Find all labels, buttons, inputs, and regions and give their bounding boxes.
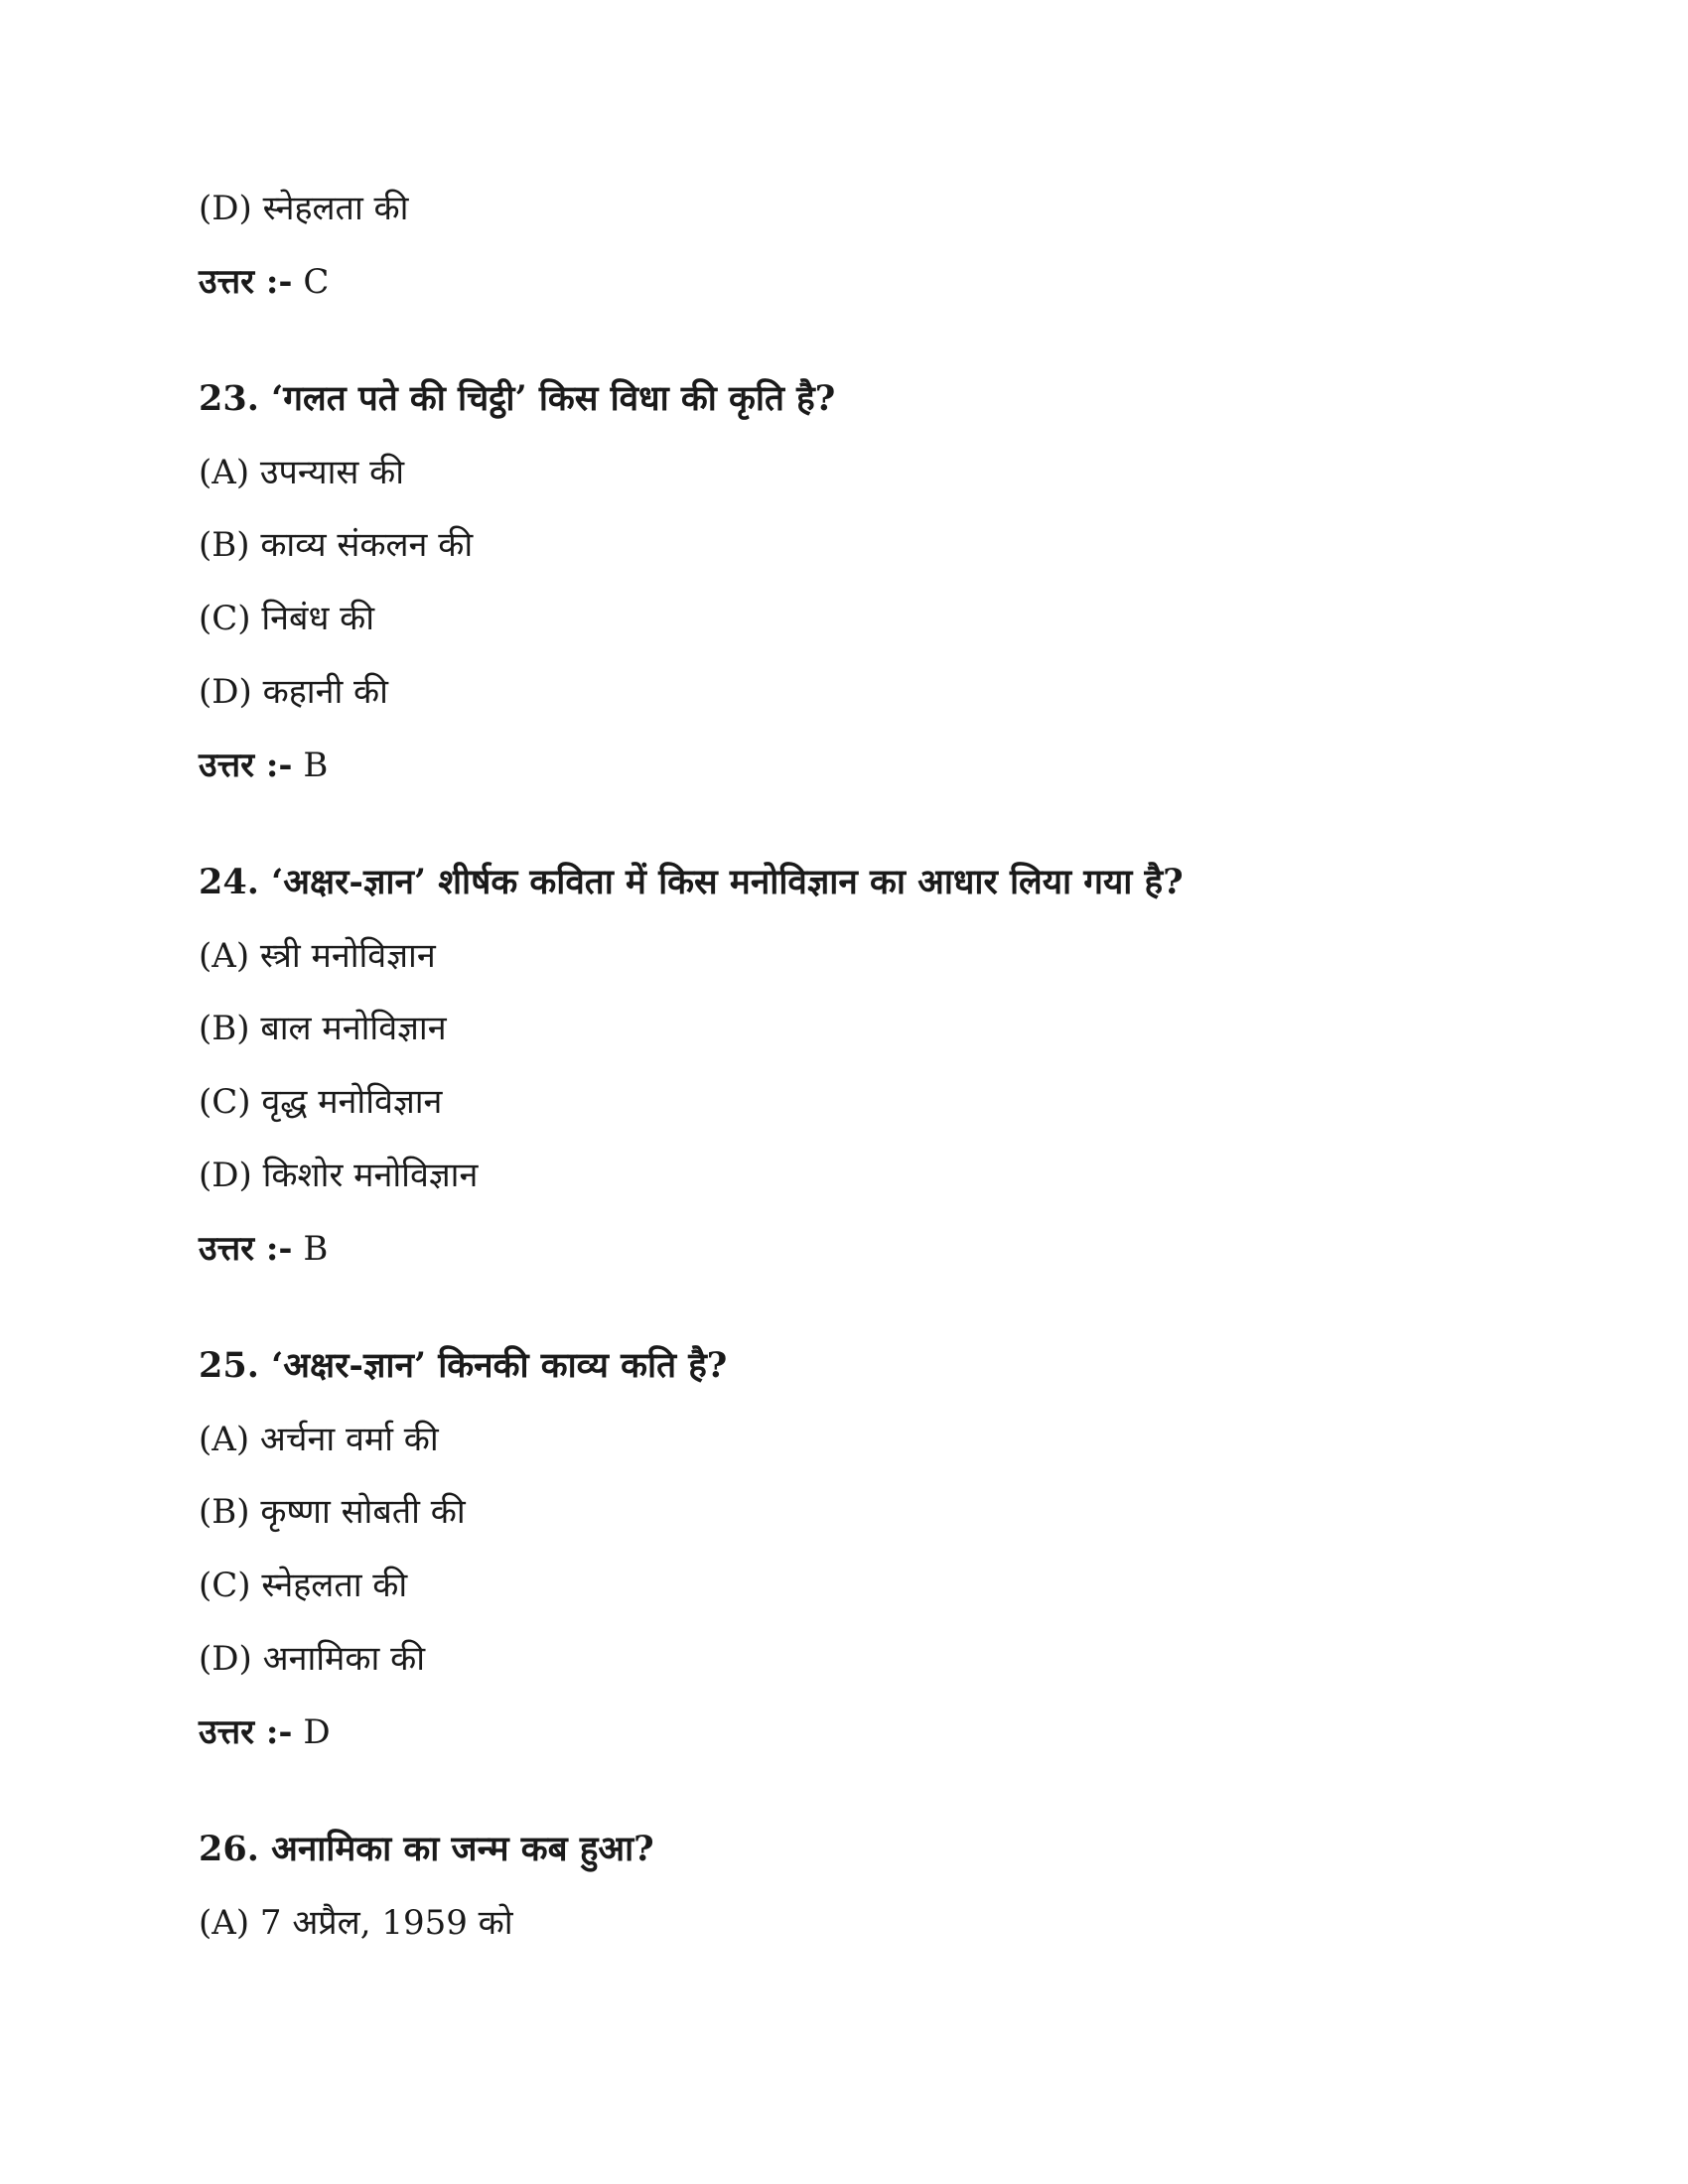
option-a: (A) उपन्यास की [199,452,405,492]
answer-value: B [303,745,329,785]
answer [199,1229,1539,1270]
option-c: (C) वृद्ध मनोविज्ञान [199,1082,443,1123]
answer-value: C [303,261,330,302]
document-page [199,189,1539,1943]
option-c: (C) स्नेहलता की [199,1566,408,1606]
option-b: (B) कृष्णा सोबती की [199,1492,466,1533]
answer-value: D [303,1711,331,1752]
answer-label: उत्तर :- [199,261,293,302]
option-d: (D) अनामिका की [199,1638,426,1679]
question-text: 24. ‘अक्षर-ज्ञान’ शीर्षक कविता में किस मनोविज्ञान का आधार लिया गया है? [199,861,1184,902]
question-text: 23. ‘गलत पते की चिट्ठी’ किस विधा की कृति है? [199,377,836,419]
option-b: (B) काव्य संकलन की [199,525,474,566]
question-block-26 [199,1829,1539,1944]
question-block-23 [199,378,1539,786]
question-block-24 [199,862,1539,1270]
option-b: (B) बाल मनोविज्ञान [199,1009,447,1049]
option-d: (D) स्नेहलता की [199,189,409,228]
question-text: 25. ‘अक्षर-ज्ञान’ किनकी काव्य कति है? [199,1344,728,1386]
option-c: (C) निबंध की [199,599,375,639]
question-text: 26. अनामिका का जन्म कब हुआ? [199,1828,654,1869]
option-d: (D) किशोर मनोविज्ञान [199,1155,479,1195]
option-d: (D) कहानी की [199,671,388,712]
option-a: (A) अर्चना वर्मा की [199,1419,439,1459]
question-block-25 [199,1345,1539,1753]
option-a: (A) 7 अप्रैल, 1959 को [199,1902,513,1943]
answer [199,746,1539,786]
answer-label: उत्तर :- [199,745,293,785]
option-a: (A) स्त्री मनोविज्ञान [199,935,436,976]
answer [199,262,1539,303]
answer-label: उत्तर :- [199,1228,293,1269]
answer-value: B [303,1228,329,1269]
answer-label: उत्तर :- [199,1711,293,1752]
answer [199,1712,1539,1753]
previous-question-tail [199,189,1539,303]
